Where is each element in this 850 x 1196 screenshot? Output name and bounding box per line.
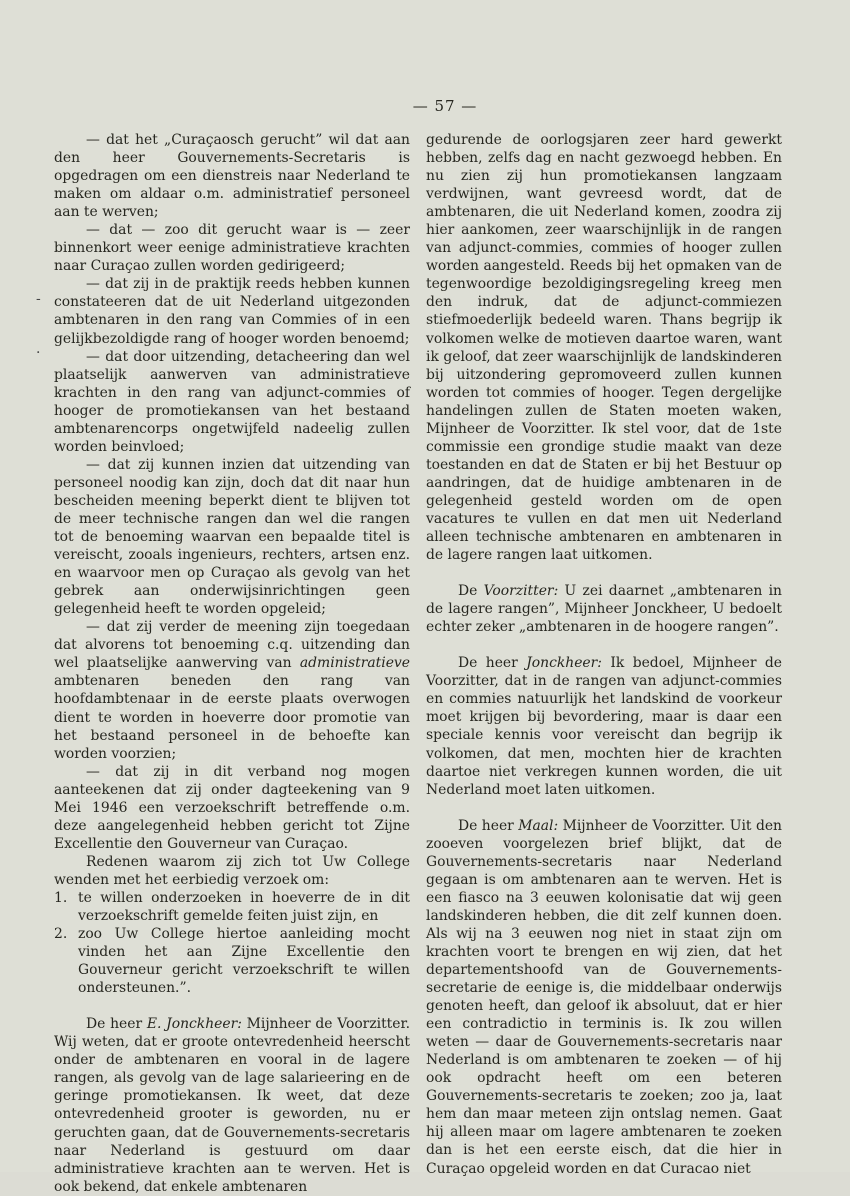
paragraph: Redenen waarom zij zich tot Uw College wenden met het eerbiedig verzoek om: (54, 853, 410, 888)
list-text: zoo Uw College hiertoe aanleiding mocht vinden het aan Zijne Excellentie den Gouverneur gericht verzoekschrift te willen ondersteunen.”. (78, 926, 410, 997)
paragraph: — dat door uitzending, detacheering dan wel plaatselijk aanwerven van administratieve krachten in den rang van adjunct-commies of hooger de promotiekansen van het bestaand ambtenarencorps ongetwijfeld nadeelig zullen worden beinvloed; (54, 348, 410, 455)
text-run: — dat zij verder de meening zijn toegedaan dat alvorens tot benoeming c.q. uitzending dan wel plaatselijke aanwerving van (54, 619, 410, 672)
text-run: ambtenaren beneden den rang van hoofdambtenaar in de eerste plaats overwogen dient te worden in hoeverre door promotie van het bestaand personeel in de behoefte kan worden voorzien; (54, 673, 410, 762)
emphasis: administratieve (299, 655, 410, 672)
paragraph (54, 618, 410, 762)
paragraph: — dat zij kunnen inzien dat uitzending van personeel noodig kan zijn, doch dat dit naar hun bescheiden meening beperkt dient te blijven tot de meer technische rangen dan wel die rangen tot de benoeming waarvan een bepaalde titel is vereischt, zooals ingenieurs, rechters, artsen enz. en waarvoor men op Curaçao als gevolg van het gebrek aan onderwijsinrichtingen geen gelegenheid heeft te worden opgeleid; (54, 456, 410, 618)
margin-mark: - (36, 291, 41, 307)
left-column (54, 131, 410, 1196)
paragraph: gedurende de oorlogsjaren zeer hard gewerkt hebben, zelfs dag en nacht gezwoegd hebben. En nu zien zij hun promotiekansen langzaam verdwijnen, want gevreesd wordt, dat de ambtenaren, die uit Nederland komen, zoodra zij hier aankomen, zeer waarschijnlijk in de rangen van adjunct-commies, commies of hooger zullen worden aangesteld. Reeds bij het opmaken van de tegenwoordige bezoldigingsregeling kreeg men den indruk, dat de adjunct-commiezen stiefmoederlijk bedeeld waren. Thans begrijp ik volkomen welke de motieven daartoe waren, want ik geloof, dat zeer waarschijnlijk de landskinderen bij uitzondering gepromoveerd zullen kunnen worden tot commies of hooger. Tegen dergelijke handelingen zullen de Staten moeten waken, Mijnheer de Voorzitter. Ik stel voor, dat de 1ste commissie een grondige studie maakt van deze toestanden en dat de Staten er bij het Bestuur op aandringen, dat de huidige ambtenaren in de gelegenheid gesteld worden om de open vacatures te vullen en dat men uit Nederland alleen technische ambtenaren en ambtenaren in de lagere rangen laat uitkomen. (426, 132, 782, 564)
speaker-name: Maal: (518, 817, 559, 834)
right-column (426, 131, 782, 1178)
request-list (54, 889, 410, 997)
list-number: 1. (54, 889, 68, 906)
paragraph: — dat — zoo dit gerucht waar is — zeer binnenkort weer eenige administratieve krachten naar Curaçao zullen worden gedirigeerd; (54, 222, 410, 275)
text-run: Mijnheer de Voorzitter. Uit den zooeven voorgelezen brief blijkt, dat de Gouvernements-secretaris naar Nederland gegaan is om ambtenaren aan te werven. Het is een fiasco na 3 eeuwen kolonisatie dat wij geen landskinderen hebben, die dit zelf kunnen doen. Als wij na 3 eeuwen nog niet in staat zijn om krachten voort te brengen en wij zien, dat het departementshoofd van de Gouvernements-secretarie de eenige is, die middelbaar onderwijs genoten heeft, dan geloof ik absoluut, dat er hier een contradictio in terminis is. Ik zou willen weten — daar de Gouvernements-secretaris naar Nederland is om ambtenaren te zoeken — of hij ook opdracht heeft om een beteren Gouvernements-secretaris te zoeken; zoo ja, laat hem dan maar meteen zijn ontslag nemen. Gaat hij alleen maar om lagere ambtenaren te zoeken dan is het een eerste eisch, dat die hier in Curaçao opgeleid worden en dat Curacao niet (426, 817, 782, 1177)
list-number: 2. (54, 926, 68, 943)
margin-mark: · (36, 345, 41, 361)
paragraph: — dat zij in dit verband nog mogen aanteekenen dat zij onder dagteekening van 9 Mei 1946 een verzoekschrift betreffende o.m. deze aangelegenheid hebben gericht tot Zijne Excellentie den Gouverneur van Curaçao. (54, 763, 410, 852)
text-run: De heer (458, 655, 527, 672)
speaker-name: E. Jonckheer: (146, 1016, 242, 1033)
list-item (54, 925, 410, 997)
paragraph (426, 817, 782, 1178)
speaker-name: Jonckheer: (526, 655, 602, 672)
list-item (54, 889, 410, 925)
text-run: Ik bedoel, Mijnheer de Voorzitter, dat in de rangen van adjunct-commies en commies natuurlijk het landskind de voorkeur moet krijgen bij bevordering, maar is daar een speciale kennis voor vereischt dan begrijp ik volkomen, dat men, mochten hier de krachten daartoe niet verkregen kunnen worden, die uit Nederland moet laten uitkomen. (426, 655, 782, 798)
text-run: De heer (458, 817, 519, 834)
text-run: De heer (86, 1016, 147, 1033)
text-run: Mijnheer de Voorzitter. Wij weten, dat er groote ontevredenheid heerscht onder de ambtenaren en vooral in de lagere rangen, als gevolg van de lage salarieering en de geringe promotiekansen. Ik weet, dat deze ontevredenheid grooter is geworden, nu er geruchten gaan, dat de Gouvernements-secretaris naar Nederland is gestuurd om daar administratieve krachten aan te werven. Het is ook bekend, dat enkele ambtenaren (54, 1016, 410, 1195)
paragraph (426, 654, 782, 798)
paragraph (426, 582, 782, 636)
paragraph: — dat het „Curaçaosch gerucht” wil dat aan den heer Gouvernements-Secretaris is opgedragen om een dienstreis naar Nederland te maken om aldaar o.m. administratief personeel aan te werven; (54, 132, 410, 221)
paragraph: — dat zij in de praktijk reeds hebben kunnen constateeren dat de uit Nederland uitgezonden ambtenaren in den rang van Commies of in een gelijkbezoldigde rang of hooger worden benoemd; (54, 276, 410, 347)
page-number: — 57 — (412, 97, 478, 115)
list-text: te willen onderzoeken in hoeverre de in dit verzoekschrift gemelde feiten juist zijn, en (78, 889, 410, 925)
text-run: De (458, 583, 484, 600)
paragraph (54, 1015, 410, 1195)
text-run: U zei daarnet „ambtenaren in de lagere rangen”, Mijnheer Jonckheer, U bedoelt echter zeker „ambtenaren in de hoogere rangen”. (426, 583, 782, 636)
speaker-name: Voorzitter: (483, 583, 559, 600)
